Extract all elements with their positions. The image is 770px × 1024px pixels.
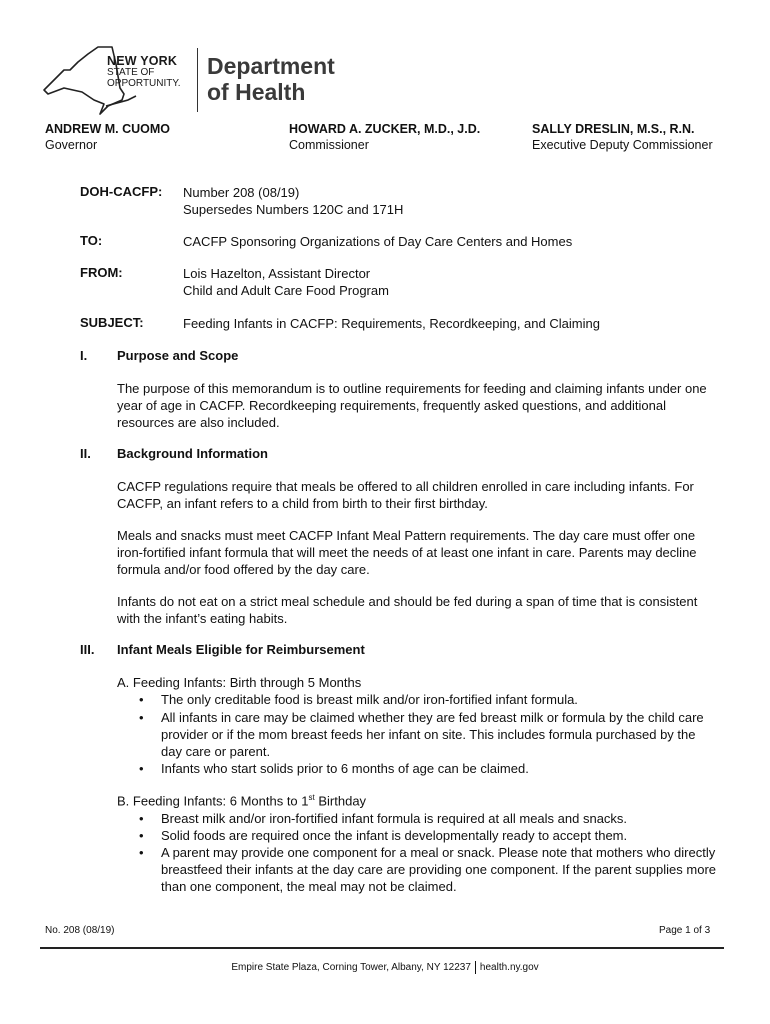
official-title: Commissioner xyxy=(289,138,369,152)
subsection-b-title-end: Birthday xyxy=(314,793,367,809)
state-tagline-1: STATE OF xyxy=(107,67,155,78)
memo-to-value: CACFP Sponsoring Organizations of Day Care Centers and Homes xyxy=(183,234,573,249)
section-2-paragraph-1: CACFP regulations require that meals be offered to all children enrolled in care including infants. For CACFP, an infant refers to a child from birth to their first birthday. xyxy=(117,479,694,511)
memo-from-label: FROM: xyxy=(80,265,123,280)
official-title: Executive Deputy Commissioner xyxy=(532,138,713,152)
bullet-icon: • xyxy=(139,761,144,776)
memo-supersedes: Supersedes Numbers 120C and 171H xyxy=(183,202,404,217)
section-1-title: Purpose and Scope xyxy=(117,348,239,363)
memo-to-label: TO: xyxy=(80,233,103,248)
bullet-icon: • xyxy=(139,828,144,843)
ordinal-suffix: st xyxy=(308,793,315,802)
state-tagline-2: OPPORTUNITY. xyxy=(107,78,181,89)
footer-memo-number: No. 208 (08/19) xyxy=(45,925,115,936)
list-item-text: Breast milk and/or iron-fortified infant formula is required at all meals and snacks. xyxy=(161,811,628,826)
state-name: NEW YORK xyxy=(107,54,178,68)
official-name: ANDREW M. CUOMO xyxy=(45,122,170,136)
footer-separator xyxy=(475,961,476,974)
section-1-paragraph: The purpose of this memorandum is to outline requirements for feeding and claiming infants under one year of age in CACFP. Recordkeeping requirements, frequently asked questions, and additional resources are also included. xyxy=(117,381,707,430)
bullet-icon: • xyxy=(139,845,144,860)
letterhead-divider xyxy=(197,48,198,112)
section-2-paragraph-3: Infants do not eat on a strict meal schedule and should be fed during a span of time that is consistent with the infant’s eating habits. xyxy=(117,594,698,626)
memo-number: Number 208 (08/19) xyxy=(183,185,300,200)
subsection-a-title: A. Feeding Infants: Birth through 5 Months xyxy=(117,675,362,690)
section-3-title: Infant Meals Eligible for Reimbursement xyxy=(117,642,365,657)
list-item-text: Infants who start solids prior to 6 months of age can be claimed. xyxy=(161,761,529,776)
state-wordmark xyxy=(107,56,181,89)
memo-id-value xyxy=(183,184,403,218)
official-deputy xyxy=(532,121,713,153)
bullet-icon: • xyxy=(139,811,144,826)
list-item-text: All infants in care may be claimed whether they are fed breast milk or formula by the child care provider or if the mom breast feeds her infant on site. This includes formula purchased by the day care or parent. xyxy=(161,710,704,759)
section-1-number: I. xyxy=(80,348,88,363)
official-governor xyxy=(45,121,170,153)
memo-id-label: DOH-CACFP: xyxy=(80,184,163,199)
official-name: HOWARD A. ZUCKER, M.D., J.D. xyxy=(289,122,481,136)
list-item-text: The only creditable food is breast milk and/or iron-fortified infant formula. xyxy=(161,692,578,707)
footer-website-link[interactable]: health.ny.gov xyxy=(479,962,539,974)
memo-subject-label: SUBJECT: xyxy=(80,315,144,330)
section-2-paragraph-2: Meals and snacks must meet CACFP Infant Meal Pattern requirements. The day care must offer one iron-fortified infant formula that will meet the needs of at least one infant in care. Parents may decline formula and/or food offered by the day care. xyxy=(117,528,697,577)
footer-address-line xyxy=(0,961,770,974)
footer-divider xyxy=(40,947,724,949)
bullet-icon: • xyxy=(139,692,144,707)
memo-from-name: Lois Hazelton, Assistant Director xyxy=(183,266,371,281)
memo-from-program: Child and Adult Care Food Program xyxy=(183,283,389,298)
official-commissioner xyxy=(289,121,480,153)
footer-page-number: Page 1 of 3 xyxy=(659,925,711,936)
section-2-number: II. xyxy=(80,446,91,461)
subsection-b-title xyxy=(117,793,366,808)
department-line-1: Department xyxy=(207,53,335,79)
list-item-text: A parent may provide one component for a meal or snack. Please note that mothers who directly breastfeed their infants at the day care are providing one component. If the parent supplies more than one component, the meal may not be claimed. xyxy=(161,845,717,894)
department-line-2: of Health xyxy=(207,79,306,105)
official-title: Governor xyxy=(45,138,98,152)
section-2-title: Background Information xyxy=(117,446,268,461)
official-name: SALLY DRESLIN, M.S., R.N. xyxy=(532,122,695,136)
section-3-number: III. xyxy=(80,642,95,657)
memo-from-value xyxy=(183,265,389,299)
memo-subject-value: Feeding Infants in CACFP: Requirements, Recordkeeping, and Claiming xyxy=(183,316,600,331)
list-item-text: Solid foods are required once the infant is developmentally ready to accept them. xyxy=(161,828,628,843)
department-name xyxy=(207,53,335,105)
subsection-b-title-main: B. Feeding Infants: 6 Months to 1 xyxy=(117,793,309,809)
bullet-icon: • xyxy=(139,710,144,725)
footer-address: Empire State Plaza, Corning Tower, Albany, NY 12237 xyxy=(231,962,471,974)
